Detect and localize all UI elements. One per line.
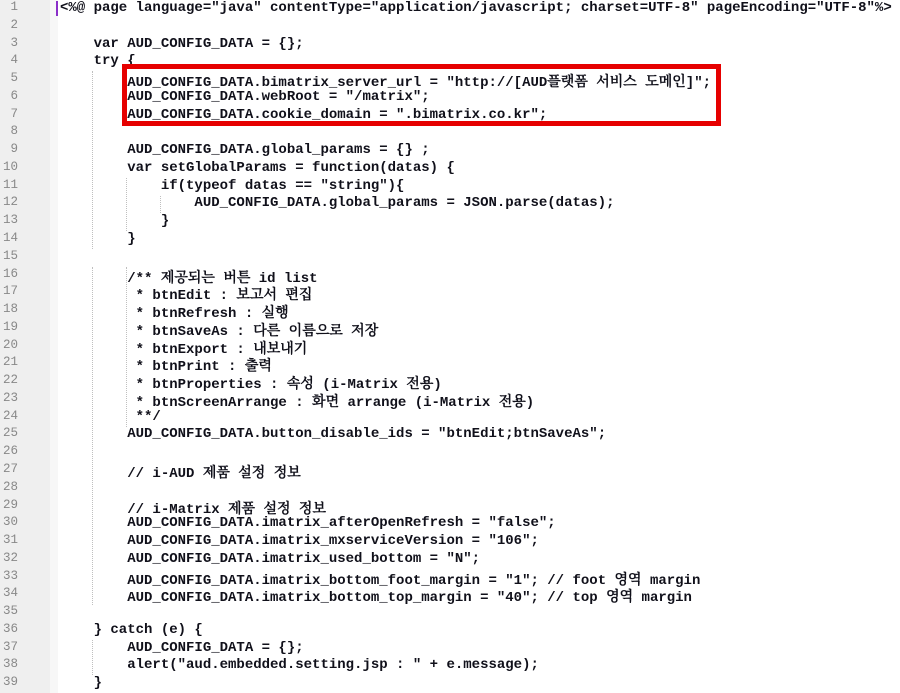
- code-line[interactable]: // i-AUD 제품 설정 정보: [60, 466, 301, 482]
- code-line[interactable]: AUD_CONFIG_DATA = {};: [60, 639, 304, 656]
- code-line[interactable]: * btnPrint : 출력: [60, 359, 272, 376]
- code-line[interactable]: // i-Matrix 제품 설정 정보: [60, 501, 326, 518]
- code-line[interactable]: alert("aud.embedded.setting.jsp : " + e.message);: [60, 657, 539, 674]
- line-number: 4: [10, 53, 18, 68]
- code-line[interactable]: }: [60, 213, 170, 230]
- text-caret: [56, 1, 58, 16]
- line-number: 13: [2, 213, 18, 228]
- line-number: 15: [2, 248, 18, 263]
- line-number: 26: [2, 444, 18, 459]
- code-line[interactable]: * btnExport : 내보내기: [60, 341, 308, 358]
- code-line[interactable]: * btnSaveAs : 다른 이름으로 저장: [60, 323, 379, 340]
- code-line[interactable]: AUD_CONFIG_DATA.global_params = {} ;: [60, 142, 430, 159]
- code-line[interactable]: AUD_CONFIG_DATA.imatrix_bottom_top_margin = "40"; // top 영역 margin: [60, 590, 692, 607]
- code-line[interactable]: AUD_CONFIG_DATA.bimatrix_server_url = "http://[AUD플랫폼 서비스 도메인]";: [60, 75, 712, 92]
- line-number: 7: [10, 106, 18, 121]
- line-number: 21: [2, 355, 18, 370]
- line-number: 33: [2, 568, 18, 583]
- line-number: 22: [2, 373, 18, 388]
- line-number: 27: [2, 462, 18, 476]
- line-number: 34: [2, 586, 18, 601]
- code-line[interactable]: AUD_CONFIG_DATA.imatrix_bottom_foot_margin = "1"; // foot 영역 margin: [60, 572, 701, 589]
- line-number: 25: [2, 426, 18, 441]
- code-line[interactable]: AUD_CONFIG_DATA.global_params = JSON.parse(datas);: [60, 195, 615, 212]
- code-line[interactable]: * btnRefresh : 실행: [60, 306, 289, 323]
- code-line[interactable]: if(typeof datas == "string"){: [60, 177, 405, 194]
- line-number: 16: [2, 266, 18, 281]
- code-line[interactable]: * btnScreenArrange : 화면 arrange (i-Matrix 전용): [60, 394, 535, 411]
- code-line[interactable]: AUD_CONFIG_DATA.imatrix_afterOpenRefresh = "false";: [60, 515, 556, 532]
- line-number: 38: [2, 657, 18, 672]
- line-number: 20: [2, 337, 18, 352]
- code-line[interactable]: /** 제공되는 버튼 id list: [60, 270, 318, 287]
- code-line[interactable]: AUD_CONFIG_DATA.imatrix_used_bottom = "N";: [60, 550, 481, 567]
- line-number: 11: [2, 177, 18, 192]
- line-number: 36: [2, 621, 18, 636]
- code-line[interactable]: }: [60, 675, 103, 692]
- line-number: 6: [10, 88, 18, 103]
- line-number: 18: [2, 302, 18, 317]
- line-number: 8: [10, 124, 18, 139]
- code-line[interactable]: * btnProperties : 속성 (i-Matrix 전용): [60, 377, 442, 394]
- line-number: 19: [2, 319, 18, 334]
- line-number: 29: [2, 497, 18, 512]
- line-number: 23: [2, 390, 18, 405]
- code-line[interactable]: AUD_CONFIG_DATA.cookie_domain = ".bimatrix.co.kr";: [60, 106, 548, 123]
- line-number: 32: [2, 550, 18, 565]
- code-line[interactable]: }: [60, 231, 136, 247]
- code-line[interactable]: **/: [60, 408, 161, 425]
- line-number: 37: [2, 639, 18, 654]
- line-number: 1: [10, 0, 18, 14]
- line-number: 31: [2, 533, 18, 548]
- code-line[interactable]: * btnEdit : 보고서 편집: [60, 288, 313, 305]
- line-number: 28: [2, 479, 18, 494]
- line-number: 30: [2, 515, 18, 530]
- line-number: 12: [2, 195, 18, 210]
- code-line[interactable]: var setGlobalParams = function(datas) {: [60, 159, 455, 176]
- code-line[interactable]: AUD_CONFIG_DATA.webRoot = "/matrix";: [60, 88, 430, 105]
- code-line[interactable]: AUD_CONFIG_DATA.imatrix_mxserviceVersion = "106";: [60, 533, 539, 550]
- line-number: 35: [2, 604, 18, 619]
- line-number: 2: [10, 17, 18, 32]
- line-number: 17: [2, 284, 18, 299]
- code-line[interactable]: AUD_CONFIG_DATA.button_disable_ids = "btnEdit;btnSaveAs";: [60, 426, 607, 443]
- line-number: 9: [10, 142, 18, 157]
- code-line[interactable]: try {: [60, 53, 136, 70]
- line-number: 3: [10, 35, 18, 50]
- line-number: 39: [2, 675, 18, 690]
- code-line[interactable]: <%@ page language="java" contentType="application/javascript; charset=UTF-8" pageEncoding="UTF-8"%>: [60, 0, 892, 16]
- line-number: 5: [10, 71, 18, 86]
- line-number: 10: [2, 159, 18, 174]
- code-line[interactable]: var AUD_CONFIG_DATA = {};: [60, 35, 304, 52]
- line-number: 14: [2, 231, 18, 245]
- code-line[interactable]: } catch (e) {: [60, 621, 203, 638]
- line-number: 24: [2, 408, 18, 423]
